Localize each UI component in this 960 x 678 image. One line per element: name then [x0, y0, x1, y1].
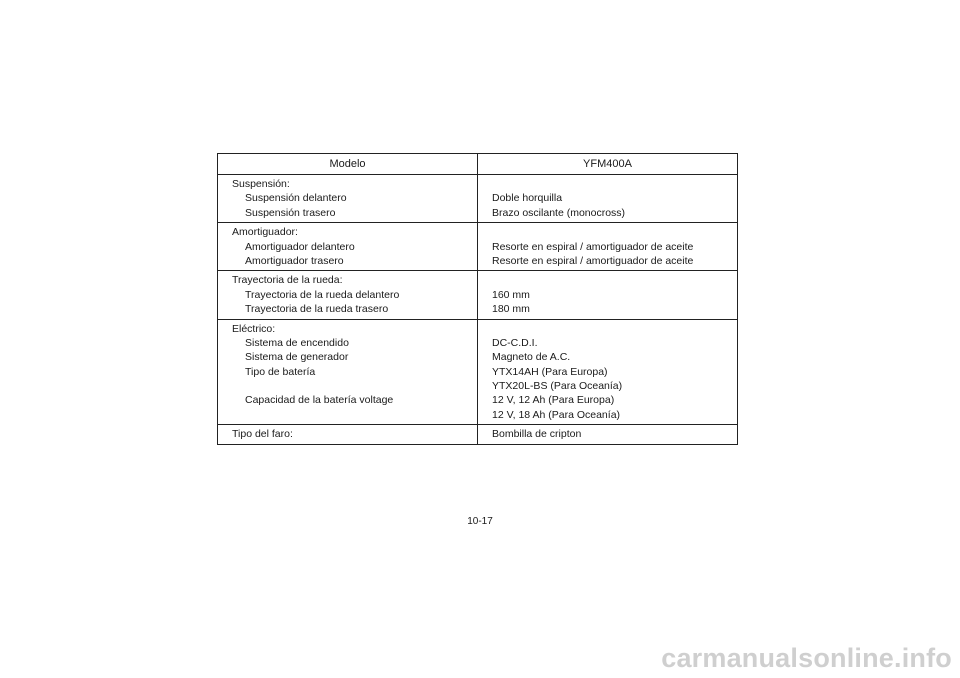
- spec-value-column: [478, 425, 737, 443]
- spec-value: YTX14AH (Para Europa): [492, 365, 608, 378]
- spec-item-label: Suspensión trasero: [245, 206, 336, 219]
- spec-category-label: Eléctrico:: [232, 322, 276, 335]
- spec-item-label: Tipo de batería: [245, 365, 316, 378]
- spec-item-label: Sistema de generador: [245, 351, 349, 364]
- spec-value-column: [478, 271, 737, 318]
- spec-value: Resorte en espiral / amortiguador de aceite: [492, 254, 694, 267]
- spec-value: Bombilla de cripton: [492, 428, 582, 441]
- table-header-row: [218, 154, 737, 175]
- spec-item-label: Amortiguador trasero: [245, 254, 344, 267]
- spec-value-empty: [478, 273, 737, 287]
- spec-item-label: Trayectoria de la rueda delantero: [245, 288, 400, 301]
- spec-value-empty: [478, 177, 737, 191]
- spec-section: [218, 425, 737, 443]
- spec-item-label-empty: [218, 379, 477, 393]
- spec-value: Magneto de A.C.: [492, 351, 571, 364]
- spec-value: YTX20L-BS (Para Oceanía): [492, 380, 623, 393]
- spec-value: DC-C.D.I.: [492, 336, 538, 349]
- spec-value: 12 V, 12 Ah (Para Europa): [492, 394, 615, 407]
- spec-category-label: Tipo del faro:: [232, 428, 293, 441]
- spec-item-label: Suspensión delantero: [245, 192, 347, 205]
- spec-item-label: Capacidad de la batería voltage: [245, 394, 394, 407]
- specifications-table: [217, 153, 738, 445]
- spec-category-label: Amortiguador:: [232, 226, 298, 239]
- watermark-text: carmanualsonline.info: [661, 643, 952, 673]
- spec-value: Resorte en espiral / amortiguador de aceite: [492, 240, 694, 253]
- spec-value: 12 V, 18 Ah (Para Oceanía): [492, 408, 621, 421]
- spec-value-column: [478, 175, 737, 222]
- spec-label-column: [218, 320, 478, 425]
- page-number: 10-17: [467, 516, 493, 527]
- spec-value: 180 mm: [492, 303, 530, 316]
- spec-value-column: [478, 223, 737, 270]
- spec-value: 160 mm: [492, 288, 530, 301]
- spec-value-column: [478, 320, 737, 425]
- spec-category-label: Suspensión:: [232, 178, 290, 190]
- header-model-value: YFM400A: [583, 158, 632, 170]
- spec-section: [218, 175, 737, 223]
- spec-label-column: [218, 175, 478, 222]
- spec-label-column: [218, 223, 478, 270]
- spec-value-empty: [478, 322, 737, 336]
- spec-section: [218, 271, 737, 319]
- spec-value: Brazo oscilante (monocross): [492, 206, 626, 219]
- header-model-label: Modelo: [218, 154, 478, 174]
- spec-section: [218, 320, 737, 426]
- spec-label-column: [218, 425, 478, 443]
- spec-value: Doble horquilla: [492, 192, 563, 205]
- spec-item-label: Trayectoria de la rueda trasero: [245, 303, 389, 316]
- spec-item-label: Sistema de encendido: [245, 336, 349, 349]
- spec-value-empty: [478, 225, 737, 239]
- spec-item-label-empty: [218, 408, 477, 422]
- spec-label-column: [218, 271, 478, 318]
- spec-section: [218, 223, 737, 271]
- spec-item-label: Amortiguador delantero: [245, 240, 355, 253]
- spec-category-label: Trayectoria de la rueda:: [232, 274, 343, 287]
